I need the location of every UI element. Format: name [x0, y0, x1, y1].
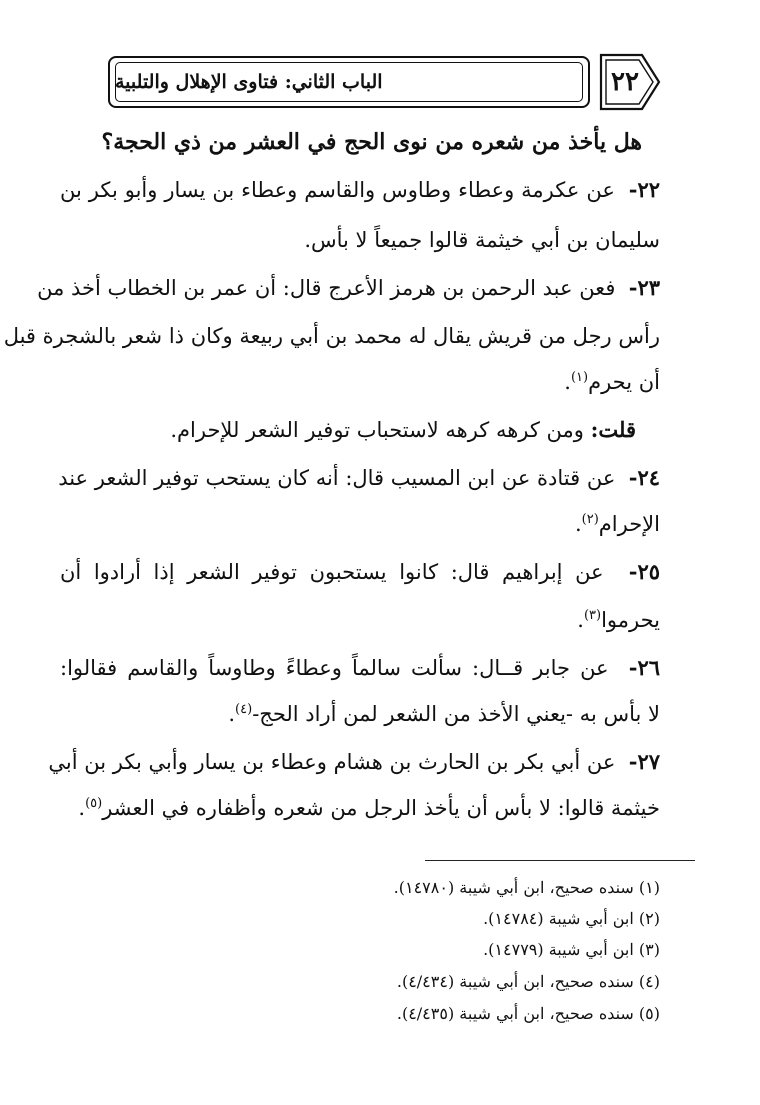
para-number: ٢٢-: [628, 177, 660, 202]
page-number: ٢٢: [611, 67, 639, 97]
para-tail: .: [78, 796, 86, 820]
para-tail: .: [577, 608, 584, 632]
para-24-line-1: [60, 458, 660, 498]
footnote-5: (٥) سنده صحيح، ابن أبي شيبة (٤/٤٣٥).: [396, 1004, 660, 1023]
para-23-line-2: رأس رجل من قريش يقال له محمد بن أبي ربيعة وكان ذا شعر بالشجرة قبل: [3, 324, 660, 348]
note-label: قلت:: [590, 417, 636, 442]
para-number: ٢٥-: [628, 559, 660, 584]
footnote-ref[interactable]: (٣): [583, 608, 602, 623]
para-text: الإحرام: [598, 512, 660, 536]
para-23-line-3: [60, 362, 660, 402]
footnote-ref[interactable]: (١): [570, 370, 589, 385]
footnote-1: (١) سنده صحيح، ابن أبي شيبة (١٤٧٨٠).: [393, 878, 660, 897]
para-25-line-2: [60, 600, 660, 640]
chapter-title-text: الباب الثاني: فتاوى الإهلال والتلبية: [115, 71, 383, 93]
footnote-ref[interactable]: (٢): [581, 512, 599, 527]
para-tail: .: [574, 512, 582, 536]
para-number: ٢٦-: [628, 655, 660, 680]
chapter-title: [115, 62, 455, 102]
para-number: ٢٧-: [628, 749, 660, 774]
para-text: خيثمة قالوا: لا بأس أن يأخذ الرجل من شعره وأظفاره في العشر: [102, 796, 660, 820]
para-text: فعن عبد الرحمن بن هرمز الأعرج قال: أن عمر بن الخطاب أخذ من: [37, 276, 616, 300]
para-26-line-2: [60, 694, 660, 734]
para-text: عن جابر قــال: سألت سالماً وعطاءً وطاوساً والقاسم فقالوا:: [60, 656, 609, 680]
para-26-line-1: [60, 648, 660, 688]
footnote-3: (٣) ابن أبي شيبة (١٤٧٧٩).: [483, 940, 660, 959]
author-note: [36, 410, 636, 450]
para-text: أن يحرم: [588, 370, 660, 394]
para-25-line-1: [60, 552, 660, 592]
para-27-line-1: [48, 742, 660, 782]
footnote-2: (٢) ابن أبي شيبة (١٤٧٨٤).: [483, 909, 660, 928]
para-tail: .: [564, 370, 571, 394]
footnote-4: (٤) سنده صحيح، ابن أبي شيبة (٤/٤٣٤).: [396, 972, 660, 991]
para-text: عن أبي بكر بن الحارث بن هشام وعطاء بن يسار وأبي بكر بن أبي: [48, 750, 616, 774]
para-text: يحرموا: [601, 608, 660, 632]
footnote-ref[interactable]: (٥): [85, 796, 103, 811]
para-text: لا بأس به -يعني الأخذ من الشعر لمن أراد الحج-: [252, 702, 660, 726]
footnote-ref[interactable]: (٤): [235, 702, 253, 717]
para-number: ٢٣-: [628, 275, 660, 300]
para-22-line-1: [60, 170, 660, 210]
para-text: عن قتادة عن ابن المسيب قال: أنه كان يستحب توفير الشعر عند: [58, 466, 616, 490]
para-24-line-2: [60, 504, 660, 544]
para-23-line-1: [37, 268, 660, 308]
para-number: ٢٤-: [628, 465, 660, 490]
para-22-line-2: سليمان بن أبي خيثمة قالوا جميعاً لا بأس.: [304, 228, 660, 252]
para-text: عن إبراهيم قال: كانوا يستحبون توفير الشعر إذا أرادوا أن: [60, 560, 604, 584]
footnote-divider: [425, 860, 695, 861]
para-text: عن عكرمة وعطاء وطاوس والقاسم وعطاء بن يسار وأبو بكر بن: [60, 178, 615, 202]
para-tail: .: [228, 702, 236, 726]
section-heading: هل يأخذ من شعره من نوى الحج في العشر من ذي الحجة؟: [101, 129, 642, 155]
para-text: ومن كرهه كرهه لاستحباب توفير الشعر للإحرام.: [170, 418, 584, 442]
para-27-line-2: [60, 788, 660, 828]
